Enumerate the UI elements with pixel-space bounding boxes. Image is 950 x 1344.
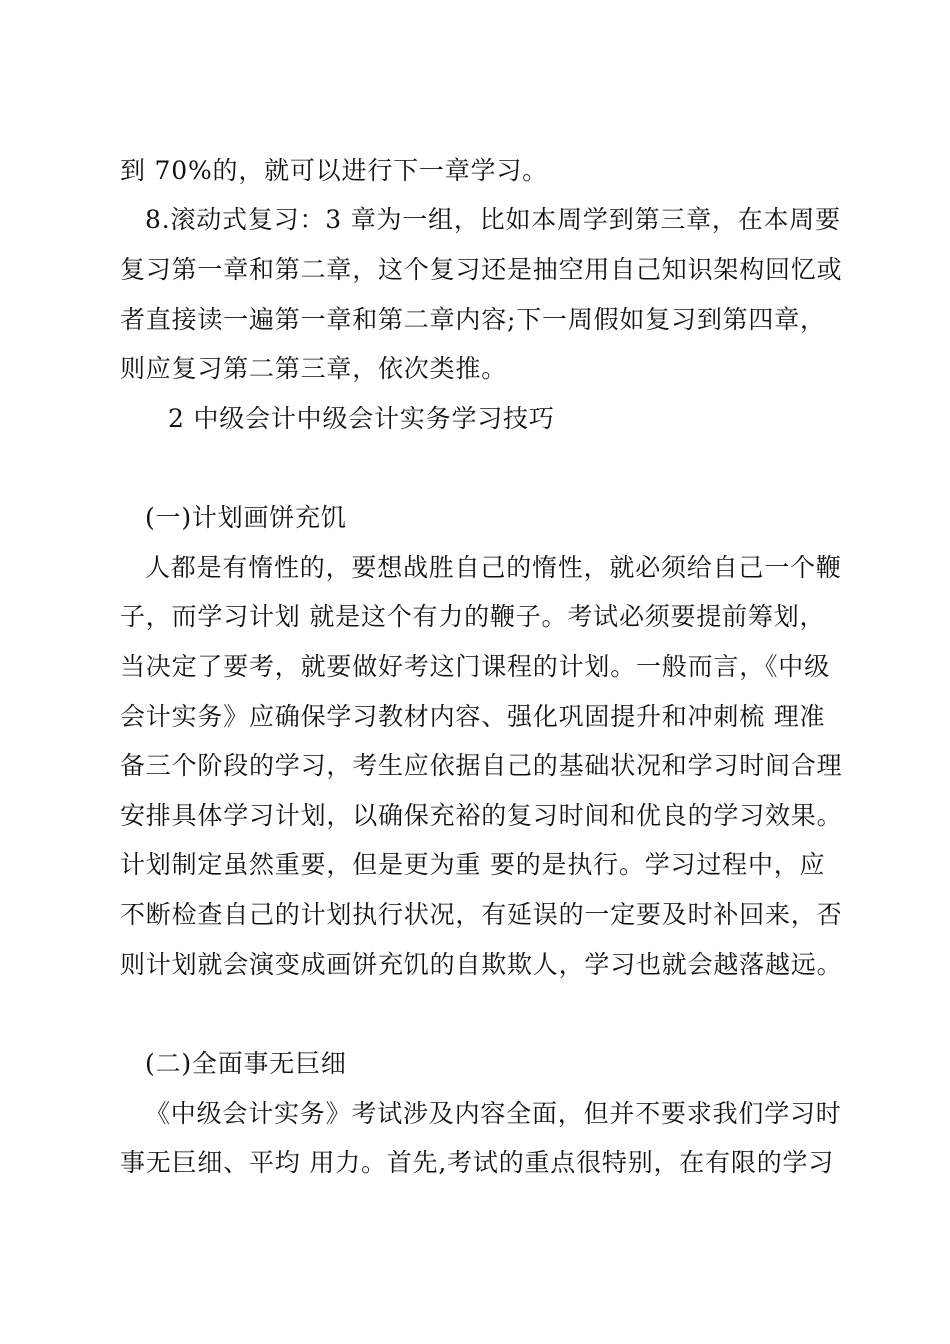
paragraph-line: 人都是有惰性的，要想战胜自己的惰性，就必须给自己一个鞭 <box>145 553 842 582</box>
paragraph-line: 会计实务》应确保学习教材内容、强化巩固提升和冲刺梳 理准 <box>120 702 826 731</box>
subsection-heading: (一)计划画饼充饥 <box>145 503 347 532</box>
paragraph-line: 则计划就会演变成画饼充饥的自欺欺人，学习也就会越落越远。 <box>120 950 843 979</box>
subsection-heading: (二)全面事无巨细 <box>145 1049 347 1078</box>
paragraph-line: 8.滚动式复习：3 章为一组，比如本周学到第三章，在本周要 <box>145 205 841 234</box>
paragraph-line: 计划制定虽然重要，但是更为重 要的是执行。学习过程中，应 <box>120 850 826 879</box>
paragraph-line: 到 70%的，就可以进行下一章学习。 <box>120 156 548 185</box>
paragraph-line: 复习第一章和第二章，这个复习还是抽空用自己知识架构回忆或 <box>120 255 843 284</box>
paragraph-line: 者直接读一遍第一章和第二章内容;下一周假如复习到第四章， <box>120 305 826 334</box>
paragraph-line: 当决定了要考，就要做好考这门课程的计划。一般而言，《中级 <box>120 652 830 681</box>
paragraph-line: 事无巨细、平均 用力。首先,考试的重点很特别，在有限的学习 <box>120 1148 835 1177</box>
paragraph-line: 则应复习第二第三章，依次类推。 <box>120 354 508 383</box>
section-heading: 2 中级会计中级会计实务学习技巧 <box>168 404 555 433</box>
paragraph-line: 不断检查自己的计划执行状况，有延误的一定要及时补回来，否 <box>120 900 843 929</box>
paragraph-line: 子，而学习计划 就是这个有力的鞭子。考试必须要提前筹划， <box>120 602 826 631</box>
paragraph-line: 安排具体学习计划，以确保充裕的复习时间和优良的学习效果。 <box>120 801 843 830</box>
paragraph-line: 《中级会计实务》考试涉及内容全面，但并不要求我们学习时 <box>145 1099 842 1128</box>
paragraph-line: 备三个阶段的学习，考生应依据自己的基础状况和学习时间合理 <box>120 751 843 780</box>
